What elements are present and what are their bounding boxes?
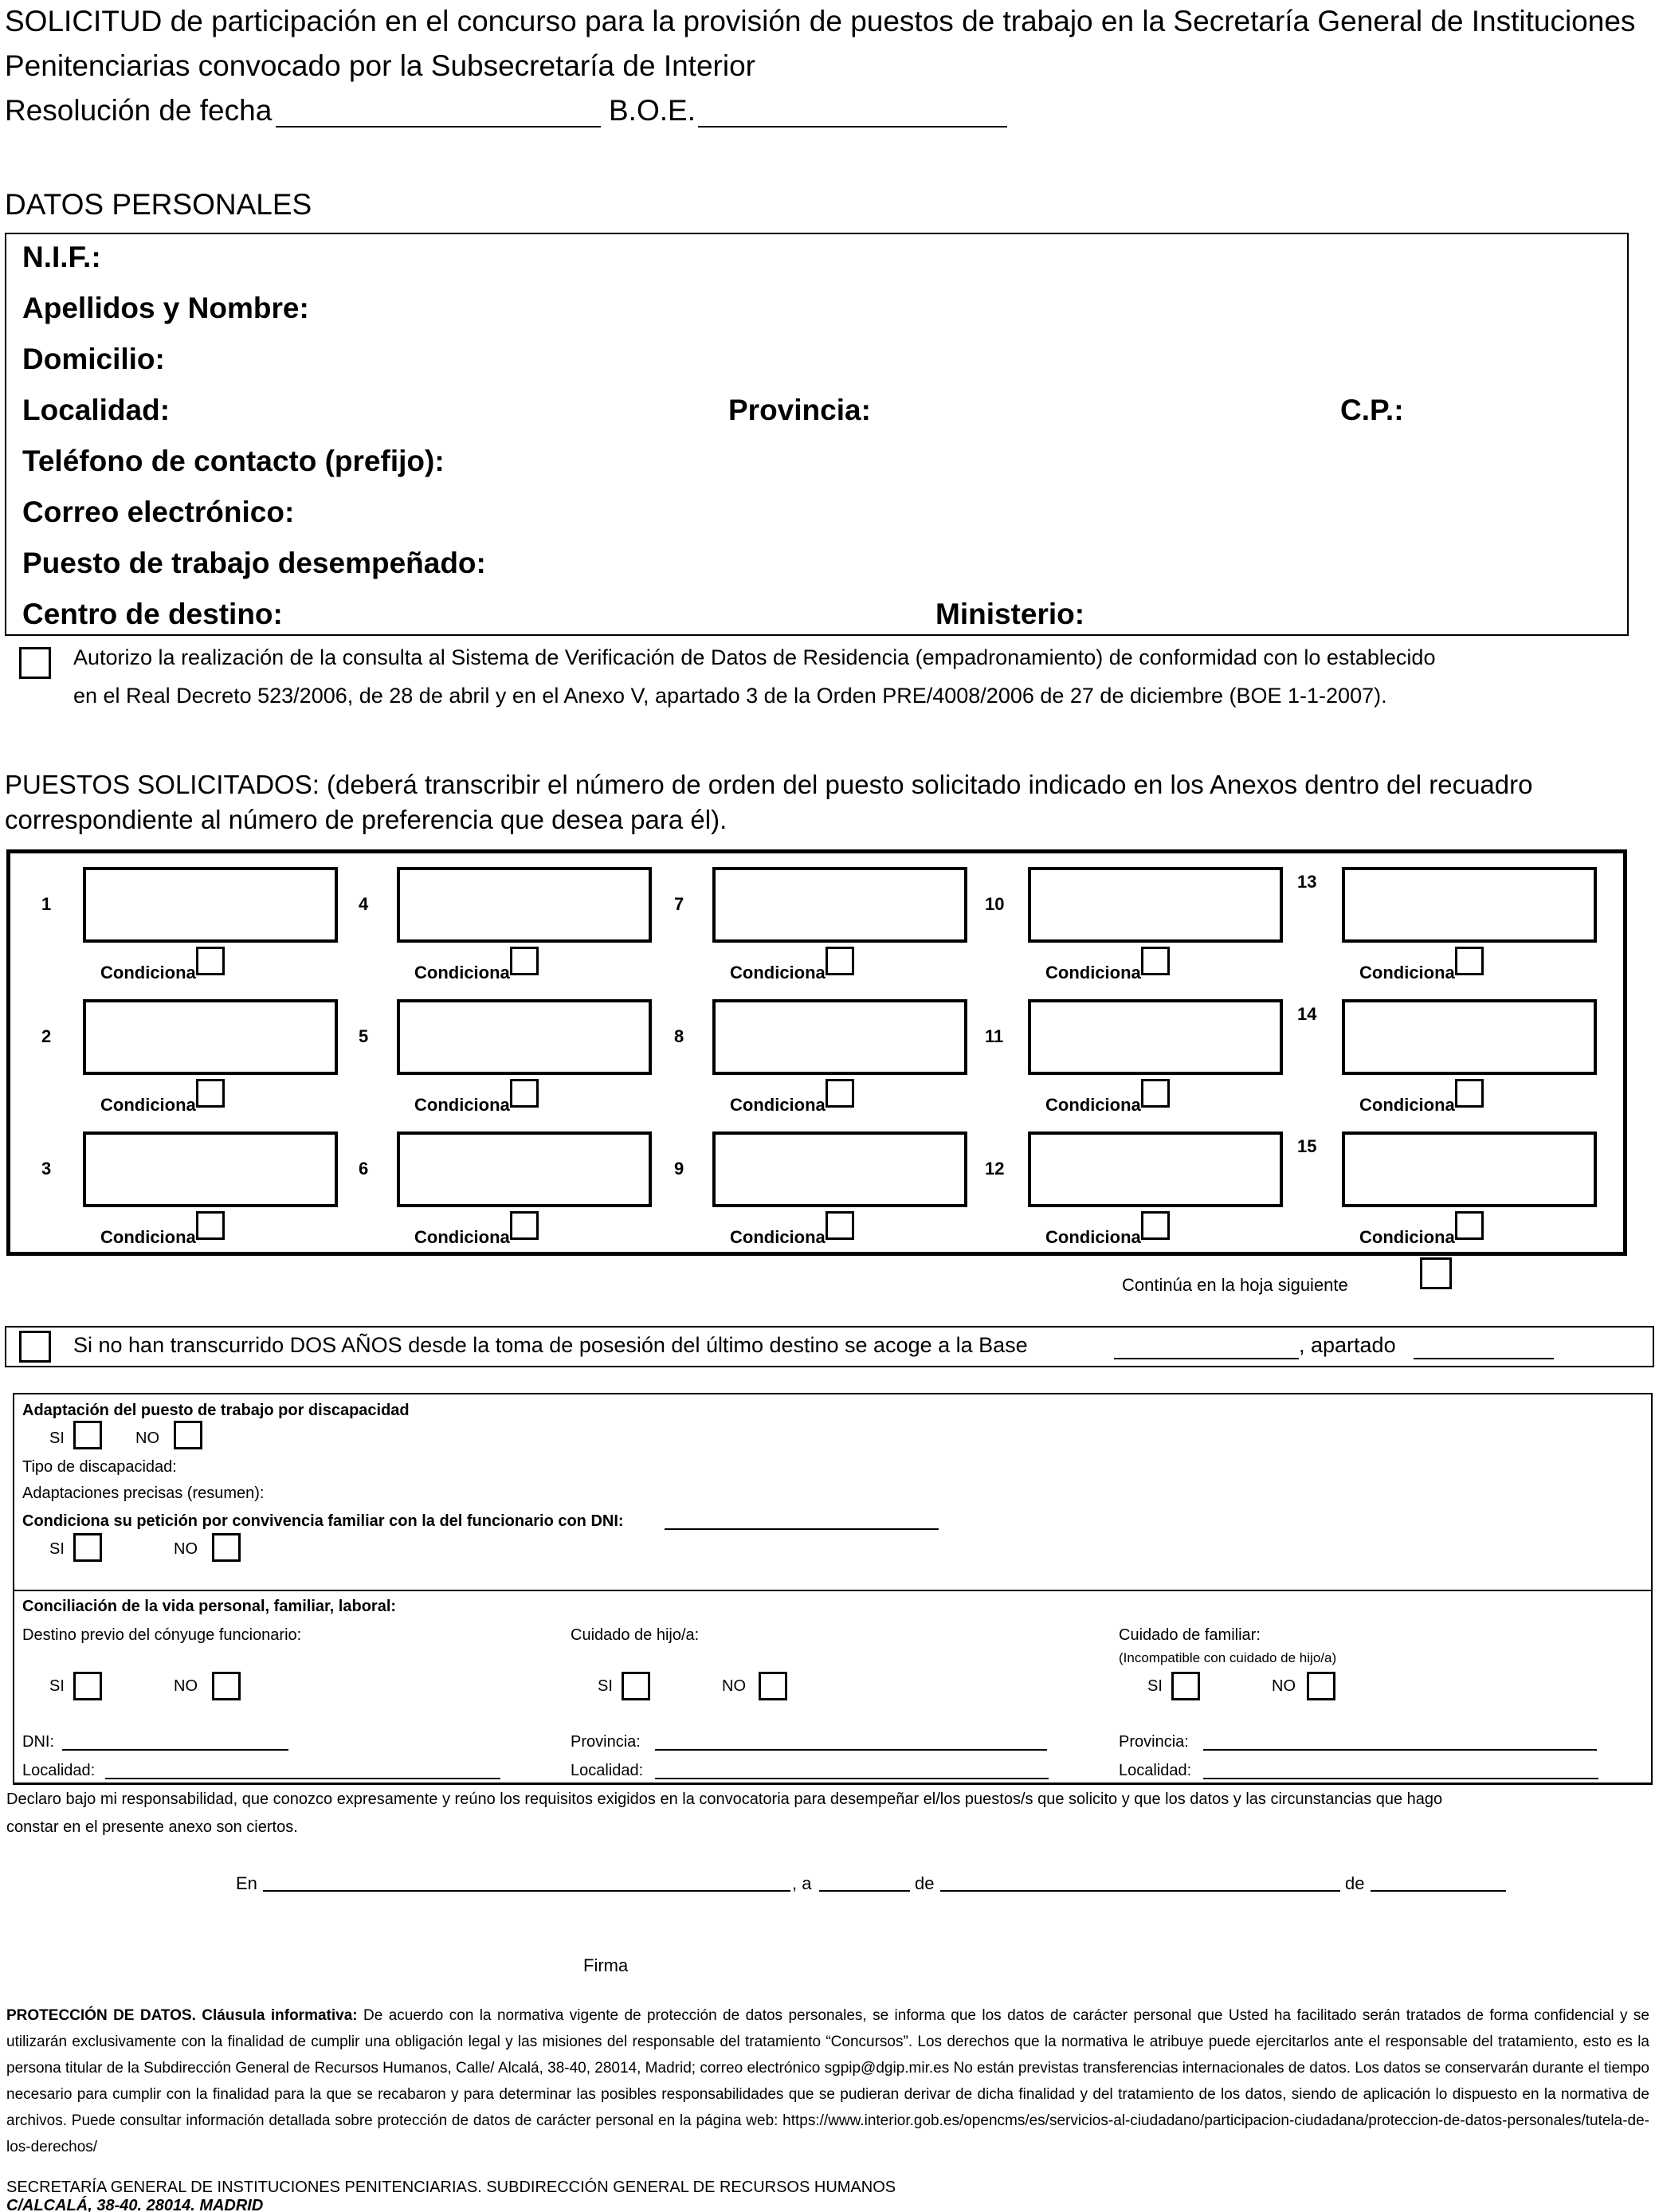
puesto-number-10: 10 — [985, 894, 1005, 914]
puesto-slot-9[interactable] — [712, 1131, 967, 1207]
condiciona-label-6: Condiciona — [414, 1227, 510, 1247]
conyuge-no-label: NO — [174, 1677, 198, 1695]
footer-line2: C/ALCALÁ, 38-40. 28014. MADRID — [6, 2197, 264, 2212]
discapacidad-no-checkbox[interactable] — [174, 1421, 202, 1449]
puesto-number-11: 11 — [985, 1026, 1004, 1046]
apartado-label: , apartado — [1299, 1333, 1396, 1357]
discapacidad-divider — [13, 1590, 1653, 1591]
a-label: , a — [792, 1873, 812, 1893]
condiciona-checkbox-12[interactable] — [1141, 1211, 1170, 1240]
adaptaciones-label: Adaptaciones precisas (resumen): — [22, 1484, 265, 1502]
cuidado-familiar-note: (Incompatible con cuidado de hijo/a) — [1119, 1650, 1337, 1665]
puesto-number-8: 8 — [674, 1026, 684, 1046]
conyuge-dni-label: DNI: — [22, 1733, 54, 1751]
convivencia-si-checkbox[interactable] — [73, 1533, 102, 1562]
condiciona-checkbox-13[interactable] — [1455, 947, 1484, 975]
mes-field[interactable] — [940, 1890, 1340, 1892]
puesto-slot-8[interactable] — [712, 999, 967, 1075]
condiciona-checkbox-6[interactable] — [510, 1211, 539, 1240]
puesto-slot-11[interactable] — [1028, 999, 1283, 1075]
cp-label: C.P.: — [1340, 394, 1404, 426]
ministerio-label: Ministerio: — [935, 598, 1085, 630]
convivencia-no-checkbox[interactable] — [212, 1533, 241, 1562]
conyuge-si-label: SI — [49, 1677, 65, 1695]
conyuge-si-checkbox[interactable] — [73, 1672, 102, 1700]
convivencia-dni-field[interactable] — [665, 1528, 939, 1530]
puestos-intro-line2: correspondiente al número de preferencia que desea para él). — [5, 805, 727, 834]
condiciona-checkbox-11[interactable] — [1141, 1079, 1170, 1108]
centro-label: Centro de destino: — [22, 598, 283, 630]
puesto-number-4: 4 — [359, 894, 369, 914]
cuidado-familiar-title: Cuidado de familiar: — [1119, 1626, 1261, 1644]
declaracion-line2: constar en el presente anexo son ciertos. — [6, 1818, 298, 1836]
puesto-slot-1[interactable] — [83, 867, 338, 943]
condiciona-label-1: Condiciona — [100, 963, 196, 982]
condiciona-label-3: Condiciona — [100, 1227, 196, 1247]
familiar-localidad-label: Localidad: — [1119, 1762, 1192, 1779]
condiciona-label-12: Condiciona — [1045, 1227, 1141, 1247]
conyuge-localidad-field[interactable] — [105, 1778, 500, 1779]
discapacidad-si-label: SI — [49, 1430, 65, 1447]
puesto-slot-13[interactable] — [1342, 867, 1597, 943]
resolucion-date-field[interactable] — [276, 126, 601, 127]
puesto-number-5: 5 — [359, 1026, 369, 1046]
puesto-number-13: 13 — [1297, 872, 1317, 892]
footer-line1: SECRETARÍA GENERAL DE INSTITUCIONES PENITENCIARIAS. SUBDIRECCIÓN GENERAL DE RECURSOS HUMANOS — [6, 2179, 896, 2196]
condiciona-label-7: Condiciona — [730, 963, 826, 982]
apellidos-label: Apellidos y Nombre: — [22, 292, 309, 324]
condiciona-label-8: Condiciona — [730, 1095, 826, 1115]
familiar-provincia-label: Provincia: — [1119, 1733, 1189, 1751]
declaracion-line1: Declaro bajo mi responsabilidad, que conozco expresamente y reúno los requisitos exigidos en la convocatoria para desempeñar el/los puestos/s que solicito y que los datos y las circunstancias que hago — [6, 1790, 1443, 1808]
cuidado-hijo-title: Cuidado de hijo/a: — [571, 1626, 700, 1644]
puesto-slot-10[interactable] — [1028, 867, 1283, 943]
condiciona-checkbox-14[interactable] — [1455, 1079, 1484, 1108]
condiciona-label-5: Condiciona — [414, 1095, 510, 1115]
puesto-number-6: 6 — [359, 1159, 369, 1179]
condiciona-checkbox-5[interactable] — [510, 1079, 539, 1108]
resolucion-label: Resolución de fecha — [5, 94, 273, 127]
condiciona-checkbox-8[interactable] — [826, 1079, 854, 1108]
puesto-slot-12[interactable] — [1028, 1131, 1283, 1207]
autorizo-checkbox[interactable] — [19, 647, 51, 679]
condiciona-label-4: Condiciona — [414, 963, 510, 982]
condiciona-checkbox-4[interactable] — [510, 947, 539, 975]
boe-label: B.O.E. — [609, 94, 696, 127]
puesto-slot-14[interactable] — [1342, 999, 1597, 1075]
puesto-slot-4[interactable] — [397, 867, 652, 943]
puesto-slot-3[interactable] — [83, 1131, 338, 1207]
condiciona-label-2: Condiciona — [100, 1095, 196, 1115]
puesto-number-1: 1 — [41, 894, 52, 914]
hijo-no-label: NO — [722, 1677, 746, 1695]
condiciona-checkbox-10[interactable] — [1141, 947, 1170, 975]
hijo-provincia-label: Provincia: — [571, 1733, 641, 1751]
puestos-intro-line1: PUESTOS SOLICITADOS: (deberá transcribir el número de orden del puesto solicitado indicado en los Anexos dentro del recuadro — [5, 770, 1533, 799]
hijo-localidad-label: Localidad: — [571, 1762, 644, 1779]
condiciona-checkbox-3[interactable] — [196, 1211, 225, 1240]
condiciona-label-13: Condiciona — [1359, 963, 1455, 982]
conyuge-title: Destino previo del cónyuge funcionario: — [22, 1626, 302, 1644]
discapacidad-si-checkbox[interactable] — [73, 1421, 102, 1449]
puesto-slot-6[interactable] — [397, 1131, 652, 1207]
puesto-label: Puesto de trabajo desempeñado: — [22, 547, 486, 579]
puesto-number-12: 12 — [985, 1159, 1005, 1179]
conciliacion-divider — [13, 1783, 1653, 1785]
conciliacion-title: Conciliación de la vida personal, familiar, laboral: — [22, 1598, 397, 1615]
ano-field[interactable] — [1371, 1890, 1506, 1892]
puesto-number-3: 3 — [41, 1159, 52, 1179]
familiar-si-label: SI — [1147, 1677, 1163, 1695]
hijo-si-checkbox[interactable] — [622, 1672, 650, 1700]
condiciona-checkbox-9[interactable] — [826, 1211, 854, 1240]
telefono-label: Teléfono de contacto (prefijo): — [22, 445, 445, 477]
puesto-slot-2[interactable] — [83, 999, 338, 1075]
de2-label: de — [1345, 1873, 1365, 1893]
dos-anos-checkbox[interactable] — [19, 1331, 51, 1363]
puesto-number-2: 2 — [41, 1026, 52, 1046]
nif-label: N.I.F.: — [22, 241, 101, 273]
puesto-slot-7[interactable] — [712, 867, 967, 943]
familiar-localidad-field[interactable] — [1203, 1778, 1598, 1779]
conyuge-localidad-label: Localidad: — [22, 1762, 96, 1779]
conyuge-no-checkbox[interactable] — [212, 1672, 241, 1700]
puesto-number-14: 14 — [1297, 1004, 1317, 1024]
familiar-no-checkbox[interactable] — [1307, 1672, 1335, 1700]
condiciona-label-9: Condiciona — [730, 1227, 826, 1247]
autorizo-text-line1: Autorizo la realización de la consulta al Sistema de Verificación de Datos de Residencia (empadronamiento) de conformidad con lo establecido — [73, 645, 1436, 669]
puesto-number-9: 9 — [674, 1159, 684, 1179]
discapacidad-no-label: NO — [135, 1430, 159, 1447]
provincia-label: Provincia: — [728, 394, 871, 426]
familiar-si-checkbox[interactable] — [1171, 1672, 1200, 1700]
proteccion-heading: PROTECCIÓN DE DATOS. Cláusula informativa: — [6, 2007, 358, 2024]
apartado-field[interactable] — [1414, 1358, 1554, 1359]
condiciona-checkbox-15[interactable] — [1455, 1211, 1484, 1240]
tipo-discapacidad-label: Tipo de discapacidad: — [22, 1458, 177, 1476]
condiciona-label-14: Condiciona — [1359, 1095, 1455, 1115]
condiciona-label-15: Condiciona — [1359, 1227, 1455, 1247]
puesto-slot-5[interactable] — [397, 999, 652, 1075]
discapacidad-title: Adaptación del puesto de trabajo por discapacidad — [22, 1402, 410, 1419]
condiciona-label-11: Condiciona — [1045, 1095, 1141, 1115]
condiciona-checkbox-7[interactable] — [826, 947, 854, 975]
base-field[interactable] — [1114, 1358, 1299, 1359]
hijo-si-label: SI — [598, 1677, 613, 1695]
form-title-line2: Penitenciarias convocado por la Subsecretaría de Interior — [5, 49, 755, 82]
conyuge-dni-field[interactable] — [62, 1749, 288, 1751]
form-title-line1: SOLICITUD de participación en el concurso para la provisión de puestos de trabajo en la Secretaría General de Instituciones — [5, 5, 1636, 37]
dia-field[interactable] — [819, 1890, 910, 1892]
convivencia-si-label: SI — [49, 1540, 65, 1558]
domicilio-label: Domicilio: — [22, 343, 165, 375]
hijo-no-checkbox[interactable] — [759, 1672, 787, 1700]
correo-label: Correo electrónico: — [22, 496, 295, 528]
condiciona-label-10: Condiciona — [1045, 963, 1141, 982]
puesto-slot-15[interactable] — [1342, 1131, 1597, 1207]
condiciona-checkbox-1[interactable] — [196, 947, 225, 975]
continua-checkbox[interactable] — [1420, 1257, 1452, 1289]
de1-label: de — [915, 1873, 935, 1893]
autorizo-text-line2: en el Real Decreto 523/2006, de 28 de abril y en el Anexo V, apartado 3 de la Orden PRE/4008/2006 de 27 de diciembre (BOE 1-1-2007). — [73, 684, 1387, 708]
datos-personales-title: DATOS PERSONALES — [5, 188, 312, 221]
proteccion-datos-paragraph — [6, 2002, 1649, 2160]
proteccion-body: De acuerdo con la normativa vigente de protección de datos personales, se informa que los datos de carácter personal que Usted ha facilitado serán tratados de forma confidencial y se utilizarán exclusivamente con la finalidad de cumplir una obligación legal y las misiones del responsable del tratamiento “Concursos”. Los derechos que la normativa le atribuye puede ejercitarlos ante el responsable del tratamiento, esto es la persona titular de la Subdirección General de Recursos Humanos, Calle/ Alcalá, 38-40, 28014, Madrid; correo electrónico sgpip@dgip.mir.es No están previstas transferencias internacionales de datos. Los datos se conservarán durante el tiempo necesario para cumplir con la finalidad para la que se recabaron y para determinar las posibles responsabilidades que se pudieran derivar de dicha finalidad y del tratamiento de los datos, siendo de aplicación lo dispuesto en la normativa de archivos. Puede consultar información detallada sobre protección de datos de carácter personal en la página web: https://www.interior.gob.es/opencms/es/servicios-al-ciudadano/participacion-ciudadana/proteccion-de-datos-personales/tutela-de-los-derechos/ — [6, 2007, 1650, 2155]
localidad-label: Localidad: — [22, 394, 171, 426]
hijo-provincia-field[interactable] — [655, 1749, 1047, 1751]
puesto-number-15: 15 — [1297, 1136, 1317, 1156]
firma-label: Firma — [583, 1955, 629, 1975]
lugar-field[interactable] — [263, 1890, 790, 1892]
familiar-no-label: NO — [1272, 1677, 1296, 1695]
convivencia-no-label: NO — [174, 1540, 198, 1558]
boe-field[interactable] — [698, 126, 1007, 127]
convivencia-label: Condiciona su petición por convivencia familiar con la del funcionario con DNI: — [22, 1512, 624, 1530]
dos-anos-text: Si no han transcurrido DOS AÑOS desde la toma de posesión del último destino se acoge a la Base — [73, 1333, 1028, 1357]
hijo-localidad-field[interactable] — [655, 1778, 1049, 1779]
puesto-number-7: 7 — [674, 894, 684, 914]
continua-label: Continúa en la hoja siguiente — [1122, 1275, 1348, 1295]
familiar-provincia-field[interactable] — [1203, 1749, 1597, 1751]
condiciona-checkbox-2[interactable] — [196, 1079, 225, 1108]
en-label: En — [236, 1873, 257, 1893]
discapacidad-box — [13, 1393, 1653, 1784]
